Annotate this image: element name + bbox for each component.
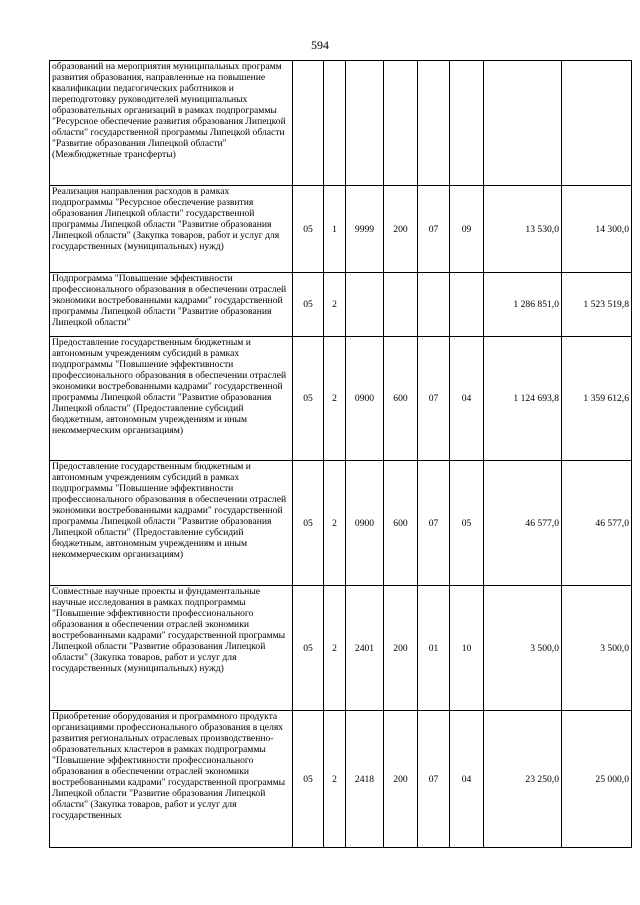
amount-first: 3 500,0 [484, 586, 562, 711]
code-column-2: 2 [324, 461, 346, 586]
amount-first: 13 530,0 [484, 186, 562, 273]
code-column-6: 10 [450, 586, 484, 711]
code-column-1: 05 [293, 461, 324, 586]
code-column-1 [293, 61, 324, 186]
code-column-2: 2 [324, 273, 346, 337]
amount-second: 3 500,0 [562, 586, 632, 711]
table-row [50, 461, 632, 586]
code-column-4 [384, 61, 418, 186]
row-description: Реализация направления расходов в рамках подпрограммы "Ресурсное обеспечение развития образования Липецкой области" государственной программы Липецкой области "Развитие образования Липецкой области" (Закупка товаров, работ и услуг для государственных (муниципальных) нужд) [50, 186, 293, 273]
table-row [50, 61, 632, 186]
code-column-4: 200 [384, 586, 418, 711]
budget-table [49, 60, 632, 848]
code-column-2: 1 [324, 186, 346, 273]
code-column-6 [450, 273, 484, 337]
table-row [50, 186, 632, 273]
code-column-6: 09 [450, 186, 484, 273]
code-column-4: 600 [384, 461, 418, 586]
code-column-5 [418, 61, 450, 186]
amount-first: 1 124 693,8 [484, 337, 562, 461]
table-row [50, 273, 632, 337]
code-column-6: 04 [450, 711, 484, 848]
code-column-5: 07 [418, 461, 450, 586]
table-row [50, 337, 632, 461]
row-description: образований на мероприятия муниципальных программ развития образования, направленные на повышение квалификации педагогических работников и переподготовку руководителей муниципальных образовательных организаций в рамках подпрограммы "Ресурсное обеспечение развития образования Липецкой области" государственной программы Липецкой области "Развитие образования Липецкой области" (Межбюджетные трансферты) [50, 61, 293, 186]
code-column-6 [450, 61, 484, 186]
amount-second: 46 577,0 [562, 461, 632, 586]
row-description: Предоставление государственным бюджетным и автономным учреждениям субсидий в рамках подпрограммы "Повышение эффективности профессионального образования в обеспечении отраслей экономики востребованными кадрами" государственной программы Липецкой области "Развитие образования Липецкой области" (Предоставление субсидий бюджетным, автономным учреждениям и иным некоммерческим организациям) [50, 337, 293, 461]
code-column-3 [346, 61, 384, 186]
page-number: 594 [311, 38, 329, 52]
code-column-3: 2418 [346, 711, 384, 848]
amount-second: 1 523 519,8 [562, 273, 632, 337]
code-column-4: 200 [384, 711, 418, 848]
code-column-3: 2401 [346, 586, 384, 711]
code-column-5: 07 [418, 186, 450, 273]
amount-first: 1 286 851,0 [484, 273, 562, 337]
code-column-3: 0900 [346, 337, 384, 461]
row-description: Приобретение оборудования и программного продукта организациями профессионального образования в целях развития региональных отраслевых производственно-образовательных кластеров в рамках подпрограммы "Повышение эффективности профессионального образования в обеспечении отраслей экономики востребованными кадрами" государственной программы Липецкой области "Развитие образования Липецкой области" (Закупка товаров, работ и услуг для государственных [52, 711, 286, 821]
code-column-5 [418, 273, 450, 337]
amount-second: 25 000,0 [562, 711, 632, 848]
code-column-3: 9999 [346, 186, 384, 273]
code-column-5: 01 [418, 586, 450, 711]
row-description: Совместные научные проекты и фундаментальные научные исследования в рамках подпрограммы "Повышение эффективности профессионального образования в обеспечении отраслей экономики востребованными кадрами" государственной программы Липецкой области "Развитие образования Липецкой области" (Закупка товаров, работ и услуг для государственных (муниципальных) нужд) [50, 586, 293, 711]
code-column-2 [324, 61, 346, 186]
row-description: Предоставление государственным бюджетным и автономным учреждениям субсидий в рамках подпрограммы "Повышение эффективности профессионального образования в обеспечении отраслей экономики востребованными кадрами" государственной программы Липецкой области "Развитие образования Липецкой области" (Предоставление субсидий бюджетным, автономным учреждениям и иным некоммерческим организациям) [50, 461, 293, 586]
code-column-4: 200 [384, 186, 418, 273]
row-description-cell [50, 711, 293, 848]
code-column-3 [346, 273, 384, 337]
code-column-1: 05 [293, 273, 324, 337]
amount-second: 1 359 612,6 [562, 337, 632, 461]
amount-first [484, 61, 562, 186]
amount-second [562, 61, 632, 186]
amount-first: 23 250,0 [484, 711, 562, 848]
code-column-1: 05 [293, 186, 324, 273]
code-column-3: 0900 [346, 461, 384, 586]
code-column-4 [384, 273, 418, 337]
code-column-6: 05 [450, 461, 484, 586]
table-row [50, 711, 632, 848]
code-column-5: 07 [418, 711, 450, 848]
code-column-2: 2 [324, 337, 346, 461]
code-column-1: 05 [293, 586, 324, 711]
code-column-2: 2 [324, 711, 346, 848]
code-column-1: 05 [293, 711, 324, 848]
code-column-1: 05 [293, 337, 324, 461]
code-column-4: 600 [384, 337, 418, 461]
code-column-5: 07 [418, 337, 450, 461]
row-description: Подпрограмма "Повышение эффективности профессионального образования в обеспечении отраслей экономики востребованными кадрами" государственной программы Липецкой области "Развитие образования Липецкой области" [50, 273, 293, 337]
code-column-2: 2 [324, 586, 346, 711]
code-column-6: 04 [450, 337, 484, 461]
amount-second: 14 300,0 [562, 186, 632, 273]
amount-first: 46 577,0 [484, 461, 562, 586]
table-row [50, 586, 632, 711]
